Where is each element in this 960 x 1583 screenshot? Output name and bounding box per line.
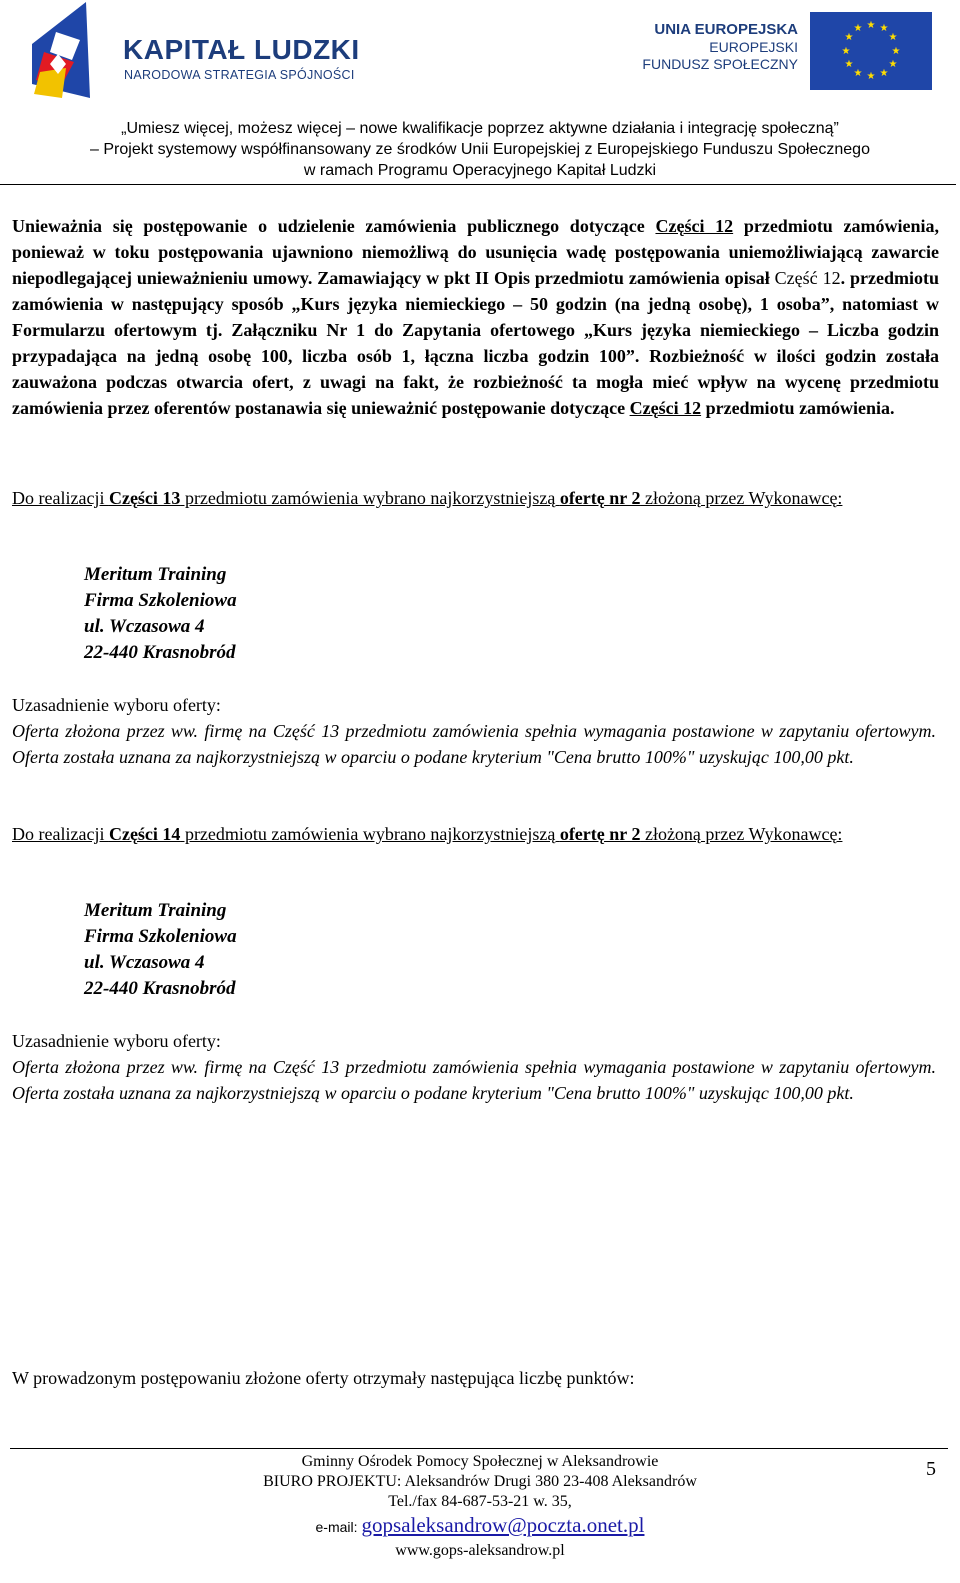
contractor-type: Firma Szkoleniowa — [84, 590, 237, 611]
svg-text:★: ★ — [888, 59, 898, 70]
page-footer — [0, 1452, 960, 1561]
header-divider — [0, 184, 956, 185]
cancel-part-ref-1: Części 12 — [655, 216, 734, 236]
project-slogan: „Umiesz więcej, możesz więcej – nowe kwalifikacje poprzez aktywne działania i integrację społeczną” — [121, 120, 839, 137]
award-text-c: złożoną przez Wykonawcę: — [640, 824, 843, 844]
svg-text:★: ★ — [853, 23, 863, 34]
justification-text-part14: Oferta złożona przez ww. firmę na Część 13 przedmiotu zamówienia spełnia wymagania postawione w zapytaniu ofertowym. Oferta została uznana za najkorzystniejszą w oparciu o podane kryterium "Cena brutto 100%" uzyskując 100,00 pkt. — [12, 1057, 936, 1103]
award-text-c: złożoną przez Wykonawcę: — [640, 488, 843, 508]
project-header — [0, 118, 960, 181]
cancel-text-2: przedmiotu zamówienia, ponieważ w toku postępowania ujawniono niemożliwą do usunięcia wadę postępowania uniemożliwiającą zawarcie niepodlegającej unieważnieniu umowy. Zamawiający w pkt II Opis przedmiotu zamówienia opisał — [12, 216, 939, 288]
contractor-city: 22-440 Krasnobród — [84, 642, 236, 663]
cancellation-paragraph — [12, 213, 939, 421]
page-number: 5 — [926, 1458, 936, 1480]
logo-subtitle: NARODOWA STRATEGIA SPÓJNOŚCI — [124, 68, 355, 82]
svg-text:★: ★ — [879, 68, 889, 79]
kapital-ludzki-logo — [26, 2, 366, 106]
eu-fund-line1: EUROPEJSKI — [709, 39, 798, 55]
contractor-name: Meritum Training — [84, 900, 227, 921]
award-text-a: Do realizacji — [12, 488, 109, 508]
footer-organization: Gminny Ośrodek Pomocy Społecznej w Aleksandrowie — [301, 1453, 659, 1470]
award-part-label: Części 14 — [108, 824, 181, 844]
contractor-name: Meritum Training — [84, 564, 227, 585]
award-intro-part14 — [12, 821, 939, 847]
email-link[interactable]: gopsaleksandrow@poczta.onet.pl — [361, 1513, 645, 1537]
justification-text-part13: Oferta złożona przez ww. firmę na Część 13 przedmiotu zamówienia spełnia wymagania postawione w zapytaniu ofertowym. Oferta została uznana za najkorzystniejszą w oparciu o podane kryterium "Cena brutto 100%" uzyskując 100,00 pkt. — [12, 721, 936, 767]
project-program: w ramach Programu Operacyjnego Kapitał Ludzki — [303, 162, 657, 179]
justification-label-part14: Uzasadnienie wyboru oferty: — [12, 1031, 221, 1051]
justification-label-part13: Uzasadnienie wyboru oferty: — [12, 695, 221, 715]
cancel-text-4: przedmiotu zamówienia. — [701, 398, 895, 418]
cancel-part-ref-3: Części 12 — [629, 398, 702, 418]
contractor-address-part14 — [84, 898, 237, 1002]
svg-text:★: ★ — [844, 59, 854, 70]
footer-divider — [10, 1448, 948, 1449]
award-text-b: przedmiotu zamówienia wybrano najkorzystniejszą — [180, 824, 560, 844]
award-part-label: Części 13 — [108, 488, 181, 508]
svg-text:★: ★ — [853, 68, 863, 79]
svg-text:★: ★ — [866, 71, 876, 82]
contractor-type: Firma Szkoleniowa — [84, 926, 237, 947]
contractor-street: ul. Wczasowa 4 — [84, 616, 205, 637]
svg-text:★: ★ — [891, 46, 901, 57]
cancel-part-ref-2: Część 12 — [774, 268, 841, 288]
award-offer-label: ofertę nr 2 — [559, 824, 641, 844]
svg-text:★: ★ — [866, 20, 876, 31]
eu-fund-text — [618, 20, 798, 73]
footer-email-row — [0, 1512, 960, 1541]
svg-text:★: ★ — [844, 32, 854, 43]
award-text-a: Do realizacji — [12, 824, 109, 844]
eu-union-label: UNIA EUROPEJSKA — [654, 21, 798, 38]
svg-text:★: ★ — [841, 46, 851, 57]
award-intro-part13 — [12, 485, 939, 511]
eu-fund-line2: FUNDUSZ SPOŁECZNY — [642, 56, 798, 72]
award-text-b: przedmiotu zamówienia wybrano najkorzystniejszą — [180, 488, 560, 508]
svg-text:★: ★ — [879, 23, 889, 34]
footer-phone: Tel./fax 84-687-53-21 w. 35, — [388, 1493, 572, 1510]
closing-statement: W prowadzonym postępowaniu złożone oferty otrzymały następująca liczbę punktów: — [12, 1368, 635, 1388]
footer-website[interactable]: www.gops-aleksandrow.pl — [395, 1542, 565, 1559]
kapital-ludzki-emblem-icon — [26, 2, 118, 106]
email-label: e-mail: — [315, 1519, 358, 1535]
logo-title: KAPITAŁ LUDZKI — [123, 34, 360, 65]
contractor-street: ul. Wczasowa 4 — [84, 952, 205, 973]
footer-address: BIURO PROJEKTU: Aleksandrów Drugi 380 23-408 Aleksandrów — [263, 1473, 697, 1490]
cancel-text-3: . przedmiotu zamówienia w następujący sposób „Kurs języka niemieckiego – 50 godzin (na jedną osobę), 1 osoba”, natomiast w Formularzu ofertowym tj. Załączniku Nr 1 do Zapytania ofertowego „Kurs języka niemieckiego – Liczba godzin przypadająca na jedną osobę 100, liczba osób 1, łączna liczba godzin 100”. Rozbieżność w ilości godzin została zauważona podczas otwarcia ofert, z uwagi na fakt, że rozbieżność ta mogła mieć wpływ na wycenę przedmiotu zamówienia przez oferentów postanawia się unieważnić postępowanie dotyczące — [12, 268, 939, 418]
contractor-city: 22-440 Krasnobród — [84, 978, 236, 999]
project-funding: – Projekt systemowy współfinansowany ze środków Unii Europejskiej z Europejskiego Funduszu Społecznego — [90, 141, 870, 158]
award-offer-label: ofertę nr 2 — [559, 488, 641, 508]
eu-flag-icon — [810, 12, 932, 90]
svg-text:★: ★ — [888, 32, 898, 43]
cancel-text-1: Unieważnia się postępowanie o udzielenie zamówienia publicznego dotyczące — [12, 216, 656, 236]
contractor-address-part13 — [84, 562, 237, 666]
